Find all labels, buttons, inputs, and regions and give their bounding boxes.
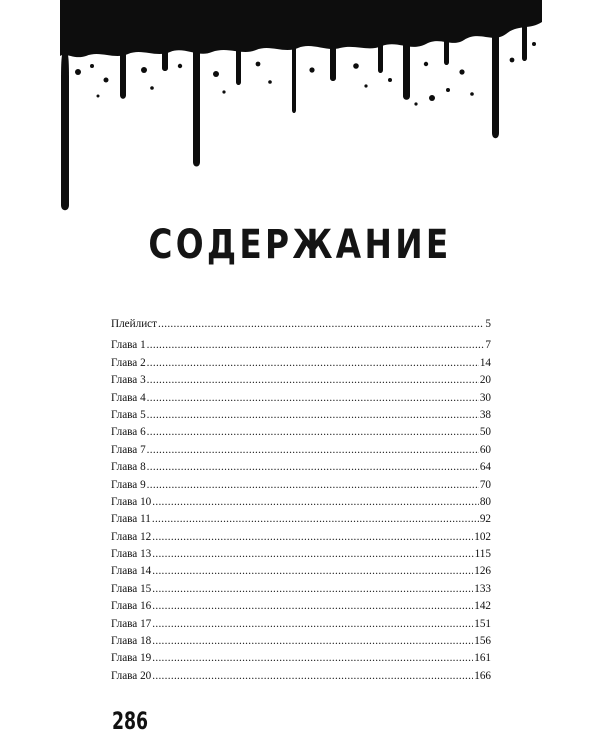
dot-leader (147, 407, 479, 424)
dot-leader (147, 424, 479, 441)
dot-leader (152, 633, 473, 650)
dot-leader (152, 546, 473, 563)
toc-entry-page: 20 (479, 374, 491, 387)
toc-entry-page: 151 (474, 617, 491, 630)
toc-entry-page: 7 (485, 339, 491, 352)
toc-entry-page: 142 (474, 600, 491, 613)
toc-entry-page: 14 (479, 356, 491, 369)
dot-leader (152, 616, 473, 633)
toc-entry (111, 316, 491, 333)
toc-entry-label: Глава 14 (111, 565, 152, 578)
toc-entry-label: Глава 10 (111, 495, 152, 508)
ink-splatter-decoration (60, 0, 542, 215)
toc-entry-label: Глава 7 (111, 443, 146, 456)
toc-entry-page: 92 (479, 513, 491, 526)
toc-entry-label: Глава 19 (111, 652, 152, 665)
dot-leader (158, 316, 484, 333)
dot-leader (152, 563, 473, 580)
toc-entry-page: 161 (474, 652, 491, 665)
toc-entry-label: Глава 5 (111, 408, 146, 421)
toc-entry-label: Глава 16 (111, 600, 152, 613)
toc-entry-page: 166 (474, 669, 491, 682)
toc-entry-page: 80 (479, 495, 491, 508)
dot-leader (152, 494, 479, 511)
page-title: СОДЕРЖАНИЕ (148, 222, 452, 268)
toc-entry (111, 372, 491, 389)
toc-entry-label: Глава 15 (111, 582, 152, 595)
toc-entry-label: Глава 4 (111, 391, 146, 404)
dot-leader (152, 668, 473, 685)
toc-entry-label: Глава 2 (111, 356, 146, 369)
toc-entry-label: Глава 9 (111, 478, 146, 491)
dot-leader (152, 581, 473, 598)
toc-entry (111, 355, 491, 372)
toc-entry (111, 511, 491, 528)
toc-entry (111, 529, 491, 546)
toc-entry-label: Глава 12 (111, 530, 152, 543)
dot-leader (147, 355, 479, 372)
toc-entry-page: 30 (479, 391, 491, 404)
toc-entry (111, 633, 491, 650)
toc-entry (111, 581, 491, 598)
toc-entry-label: Глава 8 (111, 461, 146, 474)
toc-entry (111, 668, 491, 685)
toc-entry-label: Глава 20 (111, 669, 152, 682)
dot-leader (152, 511, 479, 528)
toc-entry-label: Плейлист (111, 318, 158, 330)
toc-entry (111, 390, 491, 407)
toc-entry (111, 424, 491, 441)
toc-entry-label: Глава 3 (111, 374, 146, 387)
toc-entry-page: 133 (474, 582, 491, 595)
dot-leader (147, 337, 485, 354)
toc-entry-page: 5 (485, 318, 491, 330)
toc-entry (111, 477, 491, 494)
dot-leader (147, 459, 479, 476)
dot-leader (147, 390, 479, 407)
toc-entry-label: Глава 18 (111, 635, 152, 648)
toc-entry-label: Глава 11 (111, 513, 151, 526)
toc-entry-page: 115 (474, 548, 491, 561)
toc-entry-page: 70 (479, 478, 491, 491)
toc-entry-page: 38 (479, 408, 491, 421)
toc-entry (111, 407, 491, 424)
toc-entry-label: Глава 13 (111, 548, 152, 561)
dot-leader (152, 598, 473, 615)
toc-entry-page: 102 (474, 530, 491, 543)
toc-entry-page: 126 (474, 565, 491, 578)
toc-entry-page: 50 (479, 426, 491, 439)
dot-leader (147, 442, 479, 459)
dot-leader (147, 477, 479, 494)
toc-entry-label: Глава 17 (111, 617, 152, 630)
toc-entry (111, 459, 491, 476)
dot-leader (152, 650, 473, 667)
toc-entry (111, 337, 491, 354)
toc-entry (111, 494, 491, 511)
page-number: 286 (112, 707, 149, 735)
toc-entry (111, 546, 491, 563)
table-of-contents (111, 316, 491, 685)
toc-entry (111, 563, 491, 580)
toc-entry (111, 616, 491, 633)
toc-entry (111, 598, 491, 615)
toc-entry-label: Глава 6 (111, 426, 146, 439)
toc-entry-page: 156 (474, 635, 491, 648)
toc-entry (111, 650, 491, 667)
toc-entry (111, 442, 491, 459)
toc-entry-label: Глава 1 (111, 339, 146, 352)
toc-entry-page: 64 (479, 461, 491, 474)
toc-entry-page: 60 (479, 443, 491, 456)
dot-leader (152, 529, 473, 546)
dot-leader (147, 372, 479, 389)
